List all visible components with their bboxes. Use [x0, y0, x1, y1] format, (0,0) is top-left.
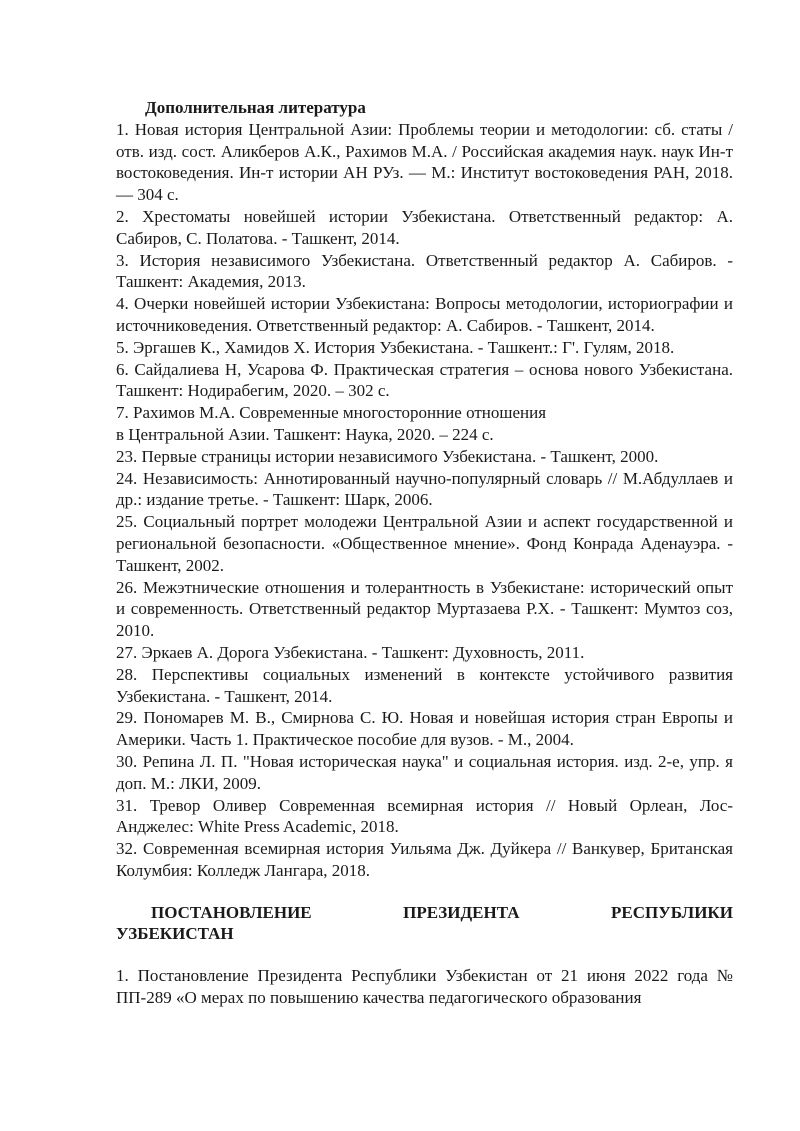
- reference-item: 1. Новая история Центральной Азии: Проблемы теории и методологии: сб. статы / отв. изд. сост. Аликберов А.К., Рахимов М.А. / Российская академия наук. наук Ин-т востоковедения. Ин-т истории АН РУз. — М.: Институт востоковедения РАН, 2018. — 304 с.: [116, 119, 733, 205]
- reference-item: 28. Перспективы социальных изменений в контексте устойчивого развития Узбекистана. - Ташкент, 2014.: [116, 664, 733, 706]
- section-title-line: [116, 902, 733, 924]
- vertical-spacer: [116, 882, 733, 902]
- section-title-word: ПОСТАНОВЛЕНИЕ: [151, 902, 312, 922]
- section-heading: Дополнительная литература: [145, 98, 366, 117]
- reference-item: [116, 402, 733, 446]
- reference-item: 26. Межэтнические отношения и толерантность в Узбекистане: исторический опыт и современность. Ответственный редактор Муртазаева Р.Х. - Ташкент: Мумтоз соз, 2010.: [116, 577, 733, 641]
- reference-item: 4. Очерки новейшей истории Узбекистана: Вопросы методологии, историографии и источниковедения. Ответственный редактор: А. Сабиров. - Ташкент, 2014.: [116, 294, 733, 335]
- reference-item: 2. Хрестоматы новейшей истории Узбекистана. Ответственный редактор: А. Сабиров, С. Полатова. - Ташкент, 2014.: [116, 206, 733, 248]
- reference-item: 31. Тревор Оливер Современная всемирная история // Новый Орлеан, Лос-Анджелес: White Press Academic, 2018.: [116, 795, 733, 837]
- document-content: [116, 97, 733, 1009]
- vertical-spacer: [116, 945, 733, 965]
- section-title-word: РЕСПУБЛИКИ: [611, 902, 733, 922]
- section-title-word: ПРЕЗИДЕНТА: [403, 902, 520, 922]
- reference-item-line: 7. Рахимов М.А. Современные многосторонние отношения: [116, 403, 547, 423]
- decree-item: 1. Постановление Президента Республики Узбекистан от 21 июня 2022 года № ПП-289 «О мерах по повышению качества педагогического образования: [116, 966, 733, 1008]
- reference-item: 5. Эргашев К., Хамидов Х. История Узбекистана. - Ташкент.: Г'. Гулям, 2018.: [116, 337, 675, 357]
- reference-item: 6. Сайдалиева Н, Усарова Ф. Практическая стратегия – основа нового Узбекистана. Ташкент: Нодирабегим, 2020. – 302 с.: [116, 359, 733, 401]
- reference-item: 3. История независимого Узбекистана. Ответственный редактор А. Сабиров. - Ташкент: Академия, 2013.: [116, 250, 733, 292]
- section-title: [116, 902, 733, 946]
- reference-item: 25. Социальный портрет молодежи Центральной Азии и аспект государственной и региональной безопасности. «Общественное мнение». Фонд Конрада Аденауэра. - Ташкент, 2002.: [116, 512, 733, 575]
- reference-item: 24. Независимость: Аннотированный научно-популярный словарь // М.Абдуллаев и др.: издание третье. - Ташкент: Шарк, 2006.: [116, 468, 733, 510]
- reference-item: 32. Современная всемирная история Уильяма Дж. Дуйкера // Ванкувер, Британская Колумбия: Колледж Лангара, 2018.: [116, 839, 733, 880]
- reference-item-line: в Центральной Азии. Ташкент: Наука, 2020. – 224 с.: [116, 424, 494, 444]
- reference-item: 29. Пономарев М. В., Смирнова С. Ю. Новая и новейшая история стран Европы и Америки. Часть 1. Практическое пособие для вузов. - М., 2004.: [116, 708, 733, 750]
- reference-item: 23. Первые страницы истории независимого Узбекистана. - Ташкент, 2000.: [116, 446, 659, 466]
- section-title-line: УЗБЕКИСТАН: [116, 924, 234, 944]
- reference-item: 30. Репина Л. П. "Новая историческая наука" и социальная история. изд. 2-е, упр. я доп. М.: ЛКИ, 2009.: [116, 751, 733, 793]
- reference-item: 27. Эркаев А. Дорога Узбекистана. - Ташкент: Духовность, 2011.: [116, 642, 585, 662]
